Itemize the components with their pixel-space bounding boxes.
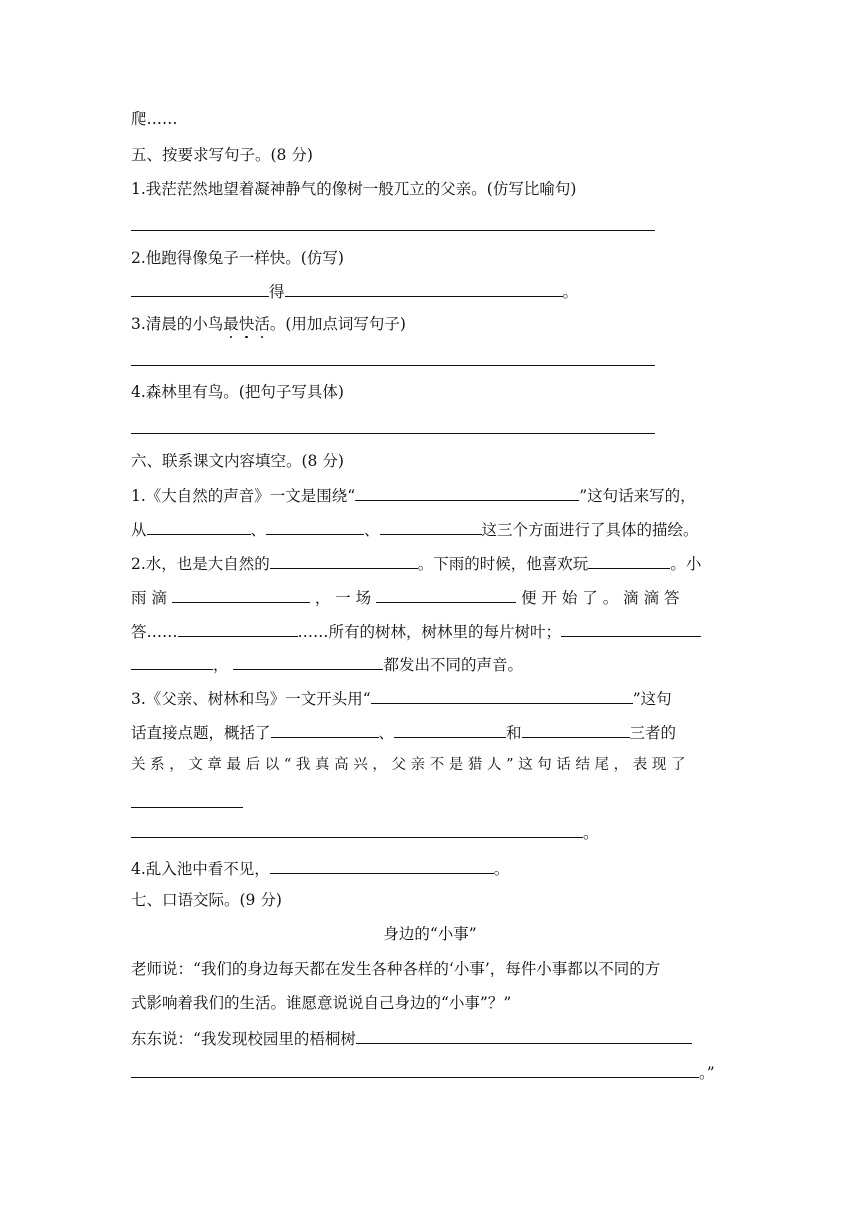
answer-blank[interactable]: [131, 279, 269, 297]
text: 、: [250, 521, 267, 539]
teacher-speech-line1: 老师说：“我们的身边每天都在发生各种各样的‘小事’，每件小事都以不同的方: [131, 960, 661, 978]
text: 2.水，也是大自然的: [131, 555, 270, 573]
text: 话直接点题，概括了: [131, 724, 271, 742]
q2-de: 得: [269, 283, 285, 301]
answer-blank[interactable]: [394, 720, 506, 738]
text: 4.乱入池中看不见，: [131, 860, 270, 878]
dotted-char: 最: [223, 315, 239, 333]
dotted-char: 活: [254, 315, 270, 333]
section6-q1-line1: [131, 483, 696, 507]
answer-line[interactable]: [131, 365, 655, 366]
section6-q2-line3: [131, 619, 701, 643]
text: 从: [131, 521, 147, 539]
answer-blank[interactable]: [266, 517, 364, 535]
dongdong-speech: [131, 1026, 692, 1050]
text: 三者的: [629, 724, 677, 742]
answer-line[interactable]: [131, 433, 655, 434]
section6-q3-line3: 关 系 ， 文 章 最 后 以 “ 我 真 高 兴 ， 父 亲 不 是 猎 人 ” 这 句 话 结 尾 ， 表 现 了: [131, 757, 686, 773]
text: 3.《父亲、树林和鸟》一文开头用“: [131, 690, 371, 708]
text: 。: [493, 860, 510, 878]
answer-blank[interactable]: [380, 517, 482, 535]
answer-blank[interactable]: [561, 619, 701, 637]
section6-q3-line2: [131, 720, 676, 744]
section5-q4: 4.森林里有鸟。(把句子写具体): [131, 383, 344, 401]
text: 便 开 始 了 。 滴 滴 答: [521, 589, 680, 607]
oral-topic-title: 身边的“小事”: [383, 925, 477, 943]
dotted-char: 快: [238, 315, 255, 333]
text: 。: [583, 824, 599, 842]
text: 和: [506, 724, 522, 742]
section5-q3: [131, 313, 406, 335]
text: ”这句: [632, 690, 672, 708]
section5-q1: 1.我茫茫然地望着凝神静气的像树一般兀立的父亲。(仿写比喻句): [131, 180, 577, 198]
section6-q2-line2: [131, 585, 680, 609]
section5-q2-answer: [131, 279, 578, 303]
section6-q4: [131, 856, 509, 880]
section6-heading: 六、联系课文内容填空。(8 分): [131, 452, 344, 470]
text: 答……: [131, 623, 178, 641]
section6-q3-line1: [131, 686, 672, 710]
text: 、: [364, 521, 380, 539]
section6-q3-line5: [131, 820, 599, 844]
section7-heading: 七、口语交际。(9 分): [131, 891, 282, 909]
answer-line[interactable]: [131, 230, 655, 231]
top-fragment: 爬……: [131, 110, 178, 128]
answer-blank[interactable]: [147, 517, 251, 535]
text: 、: [378, 724, 395, 742]
q3-prefix: 3.清晨的小鸟: [131, 315, 224, 333]
section6-q2-line1: [131, 551, 701, 575]
answer-blank[interactable]: [356, 1026, 692, 1044]
section5-heading: 五、按要求写句子。(8 分): [131, 146, 313, 164]
answer-blank[interactable]: [588, 551, 670, 569]
text: 东东说：“我发现校园里的梧桐树: [131, 1030, 356, 1048]
answer-blank[interactable]: [376, 585, 516, 603]
answer-blank[interactable]: [271, 720, 379, 738]
answer-blank[interactable]: [131, 652, 213, 670]
q2-end: 。: [562, 283, 579, 301]
dongdong-continuation: [131, 1060, 715, 1084]
teacher-speech-line2: 式影响着我们的生活。谁愿意说说自己身边的“小事”？”: [131, 994, 512, 1012]
text: 。下雨的时候，他喜欢玩: [417, 555, 589, 573]
answer-blank[interactable]: [355, 483, 579, 501]
text: 都发出不同的声音。: [383, 656, 523, 674]
section5-q2: 2.他跑得像兔子一样快。(仿写): [131, 249, 344, 267]
answer-blank[interactable]: [178, 619, 298, 637]
text: 这三个方面进行了具体的描绘。: [481, 521, 699, 539]
answer-line[interactable]: [131, 807, 243, 808]
answer-blank[interactable]: [270, 856, 494, 874]
answer-blank[interactable]: [522, 720, 630, 738]
text: 。小: [670, 555, 702, 573]
text: 1.《大自然的声音》一文是围绕“: [131, 487, 356, 505]
section6-q1-line2: [131, 517, 699, 541]
answer-blank[interactable]: [270, 551, 418, 569]
text: ，: [213, 656, 229, 674]
section6-q2-line4: [131, 652, 523, 676]
text: 雨 滴: [131, 589, 167, 607]
answer-blank[interactable]: [285, 279, 563, 297]
answer-blank[interactable]: [371, 686, 633, 704]
answer-blank[interactable]: [233, 652, 383, 670]
text: ……所有的树林，树林里的每片树叶；: [297, 623, 562, 641]
text: ”这句话来写的，: [579, 487, 696, 505]
q3-suffix: 。(用加点词写句子): [269, 315, 406, 333]
answer-blank[interactable]: [172, 585, 310, 603]
answer-blank[interactable]: [131, 1060, 699, 1078]
text: 。”: [699, 1064, 715, 1082]
answer-blank[interactable]: [131, 820, 583, 838]
text: ， 一 场: [314, 589, 372, 607]
